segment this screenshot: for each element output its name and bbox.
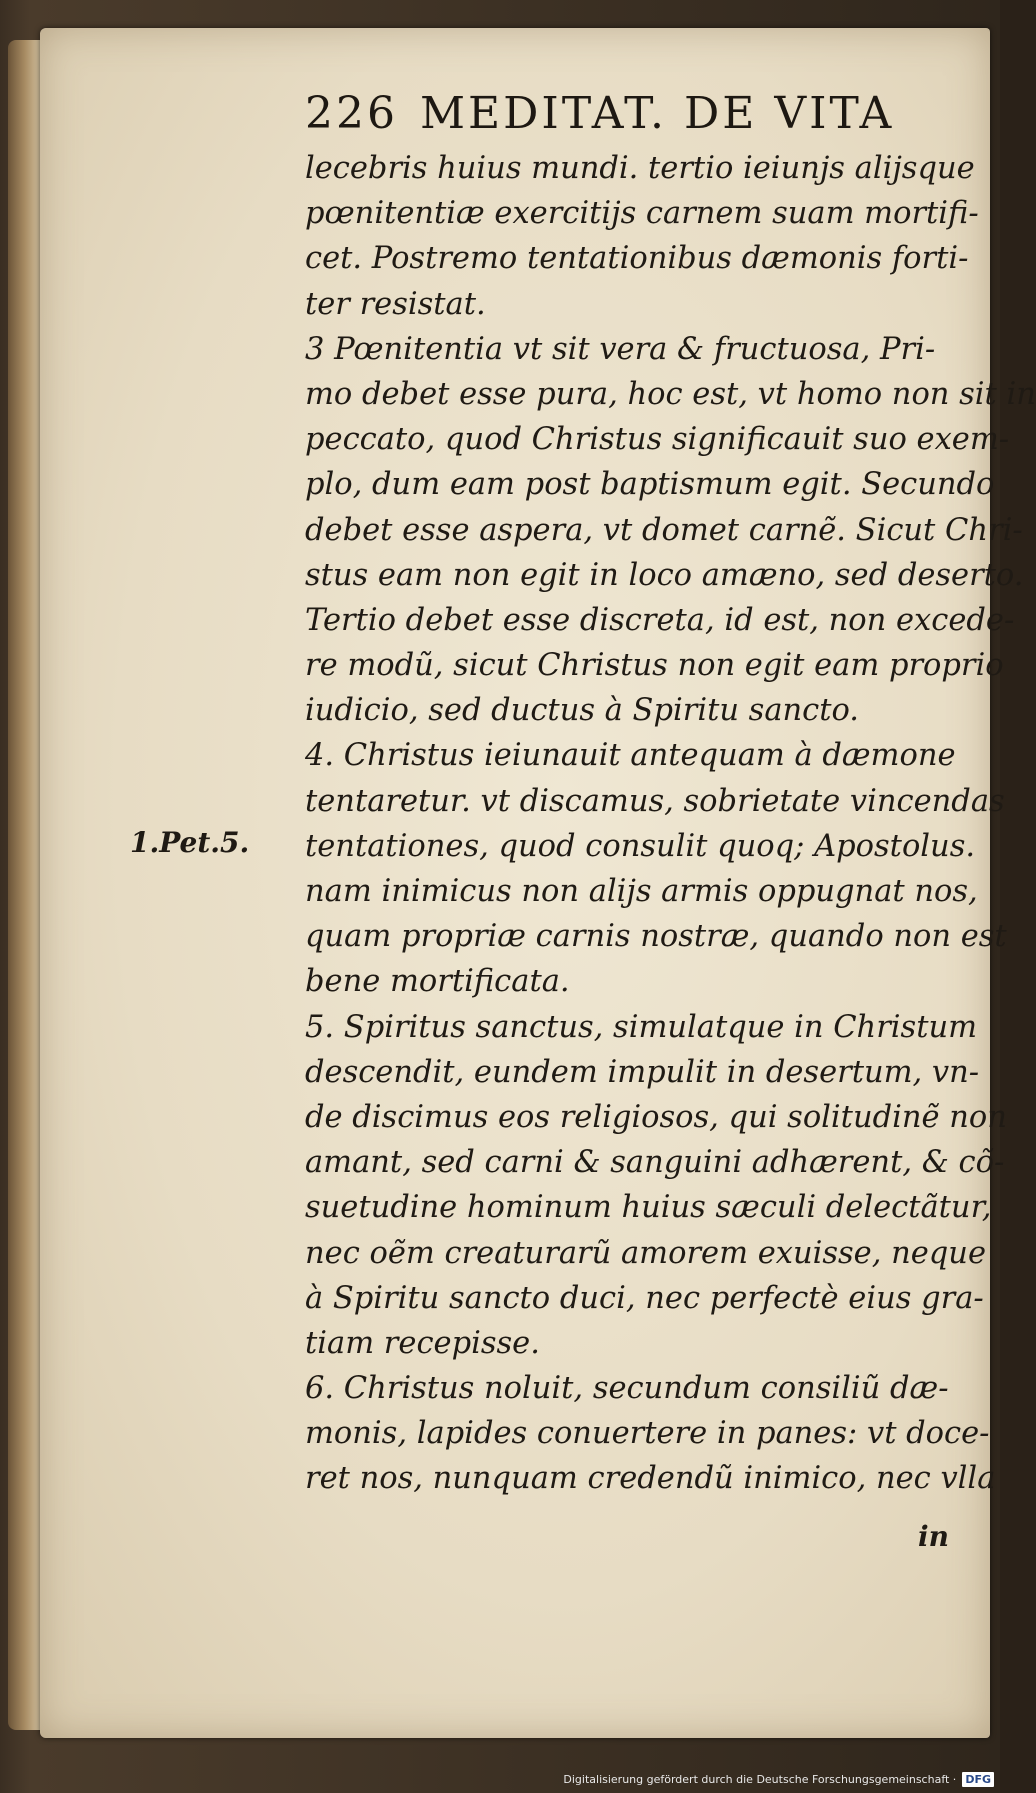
funding-credit: Digitalisierung gefördert durch die Deutsche Forschungsgemeinschaft ·	[563, 1772, 957, 1786]
page-edge	[8, 40, 42, 1730]
text-line: tiam recepisse.	[305, 1325, 540, 1361]
text-line: tentationes, quod consulit quoq; Apostolus.	[305, 828, 976, 864]
text-line: nam inimicus non alijs armis oppugnat nos,	[305, 874, 978, 909]
text-line: de discimus eos religiosos, qui solitudinẽ non	[305, 1099, 1007, 1135]
text-line: peccato, quod Christus significauit suo exem-	[305, 422, 1010, 458]
text-line: lecebris huius mundi. tertio ieiunjs alijsque	[305, 151, 975, 186]
body-text	[305, 146, 1036, 1502]
text-line: cet. Postremo tentationibus dæmonis forti-	[305, 241, 969, 277]
text-line: plo, dum eam post baptismum egit. Secundo	[305, 467, 995, 503]
text-line: quam propriæ carnis nostræ, quando non est	[305, 919, 1007, 955]
text-line: 5. Spiritus sanctus, simulatque in Christum	[305, 1009, 978, 1045]
running-header	[305, 88, 905, 144]
digitization-footer	[563, 1765, 1000, 1793]
text-line: Tertio debet esse discreta, id est, non excede-	[305, 602, 1015, 638]
text-line: 4. Christus ieiunauit antequam à dæmone	[305, 738, 956, 774]
text-line: debet esse aspera, vt domet carnẽ. Sicut Chri-	[305, 512, 1023, 548]
text-line: descendit, eundem impulit in desertum, vn-	[305, 1054, 980, 1090]
text-line: tentaretur. vt discamus, sobrietate vincendas	[305, 783, 1005, 819]
margin-note: 1.Pet.5.	[130, 826, 250, 859]
text-line: iudicio, sed ductus à Spiritu sancto.	[305, 693, 860, 729]
text-line: pœnitentiæ exercitijs carnem suam mortifi-	[305, 196, 979, 232]
text-line: bene mortificata.	[305, 964, 570, 1000]
text-line: 6. Christus noluit, secundum consiliũ dæ-	[305, 1371, 949, 1407]
text-line: stus eam non egit in loco amæno, sed deserto.	[305, 557, 1024, 593]
text-line: ter resistat.	[305, 286, 486, 322]
text-line: mo debet esse pura, hoc est, vt homo non sit in	[305, 376, 1036, 412]
text-line: amant, sed carni & sanguini adhærent, & cõ-	[305, 1145, 1005, 1181]
text-line: ret nos, nunquam credendũ inimico, nec vlla	[305, 1461, 996, 1497]
text-line: 3 Pœnitentia vt sit vera & fructuosa, Pri-	[305, 331, 936, 367]
text-line: re modũ, sicut Christus non egit eam proprio	[305, 648, 1004, 684]
text-line: suetudine hominum huius sæculi delectãtur,	[305, 1190, 992, 1226]
text-line: monis, lapides conuertere in panes: vt doce-	[305, 1416, 990, 1452]
text-line: nec oẽm creaturarũ amorem exuisse, neque	[305, 1235, 986, 1271]
page-number: 226	[305, 88, 398, 139]
running-title: MEDITAT. DE VITA	[419, 88, 895, 139]
text-line: à Spiritu sancto duci, nec perfectè eius gra-	[305, 1280, 984, 1316]
catchword: in	[918, 1520, 949, 1553]
dfg-logo: DFG	[962, 1772, 994, 1787]
